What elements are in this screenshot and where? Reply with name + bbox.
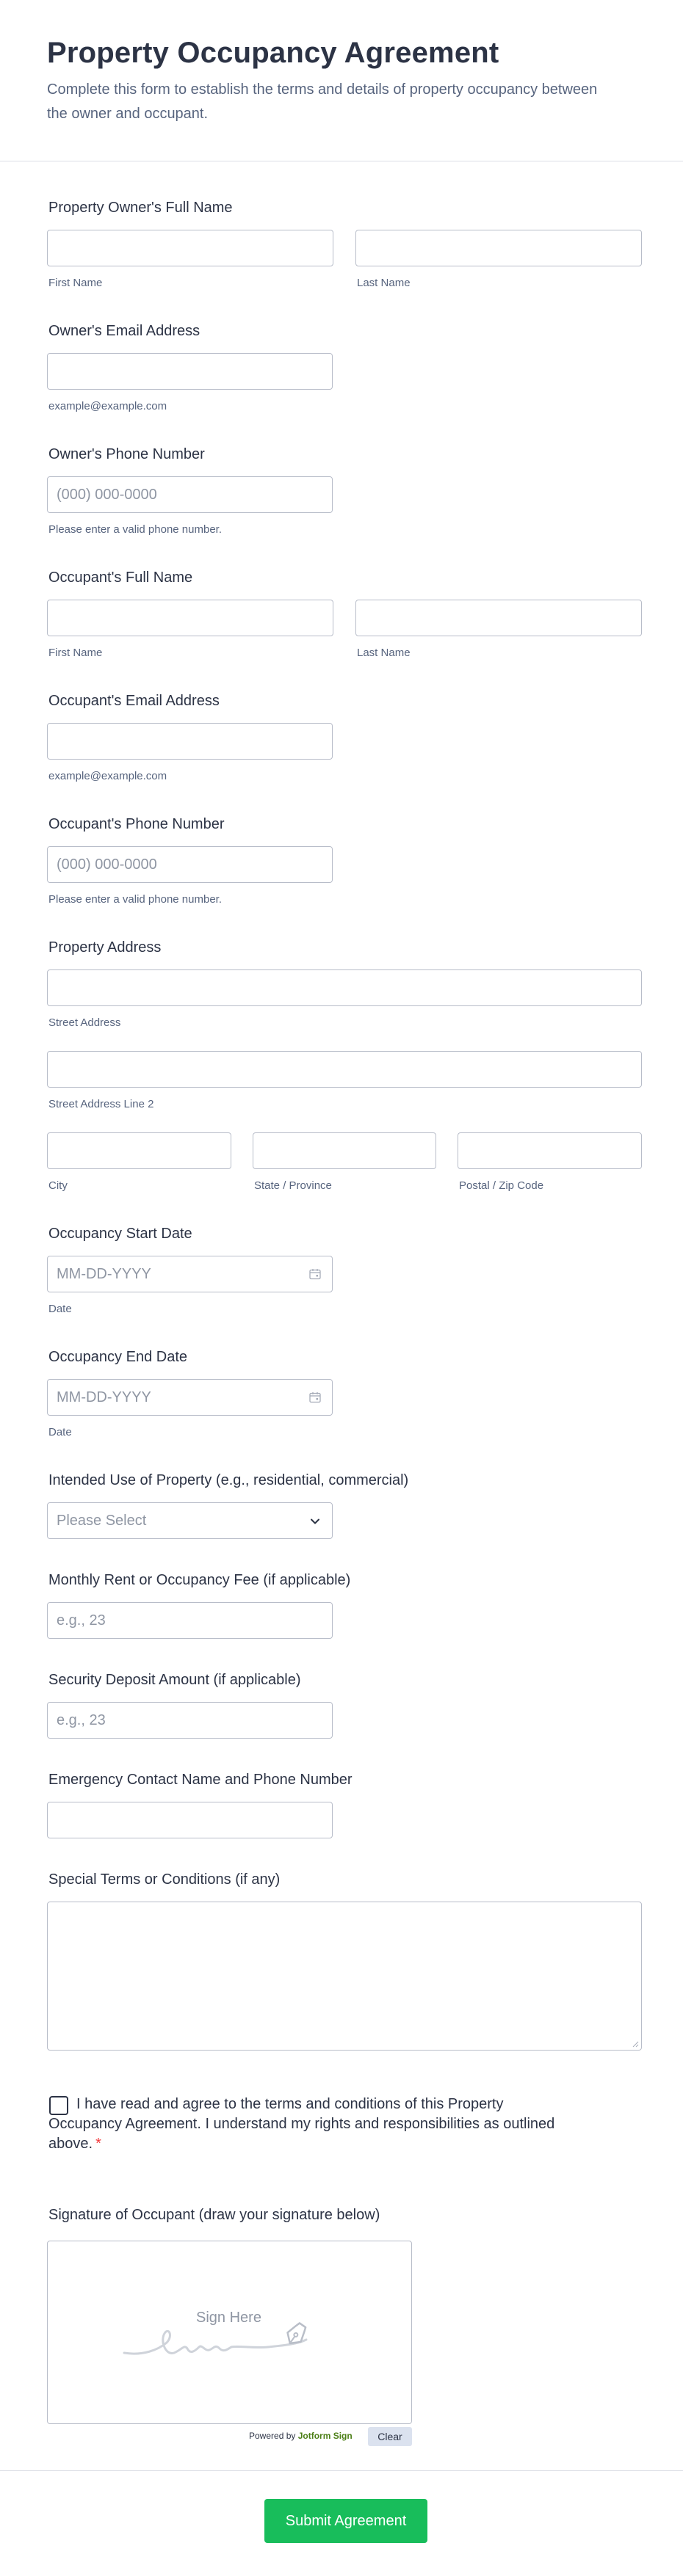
- special-terms-textarea[interactable]: [47, 1902, 642, 2051]
- street-address-line2-sublabel: Street Address Line 2: [48, 1098, 154, 1110]
- owner-email-input[interactable]: [47, 353, 333, 390]
- end-date-input[interactable]: [47, 1379, 333, 1416]
- signature-label: Signature of Occupant (draw your signature below): [48, 2207, 380, 2223]
- start-date-input[interactable]: [47, 1256, 333, 1292]
- calendar-icon[interactable]: [308, 1267, 322, 1281]
- zip-input[interactable]: [458, 1132, 642, 1169]
- powered-by: [249, 2431, 353, 2441]
- end-date-placeholder: MM-DD-YYYY: [57, 1389, 151, 1405]
- rent-label: Monthly Rent or Occupancy Fee (if applicable): [48, 1572, 351, 1588]
- street-address-sublabel: Street Address: [48, 1016, 121, 1029]
- clear-signature-button[interactable]: Clear: [368, 2427, 412, 2446]
- owner-first-name-input[interactable]: [47, 230, 333, 266]
- rent-placeholder: e.g., 23: [57, 1612, 106, 1629]
- form-subtitle: Complete this form to establish the terms and details of property occupancy between the owner and occupant.: [47, 81, 598, 122]
- emergency-contact-label: Emergency Contact Name and Phone Number: [48, 1772, 353, 1788]
- rent-input[interactable]: [47, 1602, 333, 1639]
- signature-placeholder: Sign Here: [196, 2310, 261, 2326]
- state-input[interactable]: [253, 1132, 436, 1169]
- occupant-email-label: Occupant's Email Address: [48, 693, 220, 709]
- owner-phone-label: Owner's Phone Number: [48, 446, 205, 462]
- start-date-label: Occupancy Start Date: [48, 1226, 192, 1242]
- form-header: [0, 0, 683, 161]
- chevron-down-icon: [308, 1515, 322, 1528]
- occupant-last-name-sublabel: Last Name: [357, 647, 411, 659]
- end-date-sublabel: Date: [48, 1426, 72, 1438]
- owner-first-name-sublabel: First Name: [48, 277, 103, 289]
- occupant-phone-sublabel: Please enter a valid phone number.: [48, 893, 222, 906]
- occupant-first-name-input[interactable]: [47, 600, 333, 636]
- footer-divider: [0, 2470, 683, 2471]
- emergency-contact-input[interactable]: [47, 1802, 333, 1838]
- occupant-email-input[interactable]: [47, 723, 333, 760]
- powered-brand[interactable]: Jotform Sign: [297, 2431, 353, 2441]
- state-sublabel: State / Province: [254, 1179, 332, 1192]
- occupant-last-name-input[interactable]: [355, 600, 642, 636]
- intended-use-selected: Please Select: [57, 1513, 147, 1529]
- agreement-label: [48, 2095, 563, 2154]
- occupant-email-sublabel: example@example.com: [48, 770, 167, 782]
- deposit-input[interactable]: [47, 1702, 333, 1739]
- special-terms-label: Special Terms or Conditions (if any): [48, 1871, 281, 1888]
- intended-use-select[interactable]: [47, 1502, 333, 1539]
- occupant-name-label: Occupant's Full Name: [48, 570, 193, 586]
- calendar-icon[interactable]: [308, 1391, 322, 1404]
- occupant-phone-label: Occupant's Phone Number: [48, 816, 225, 832]
- form-title: Property Occupancy Agreement: [47, 37, 499, 69]
- owner-last-name-sublabel: Last Name: [357, 277, 411, 289]
- owner-name-label: Property Owner's Full Name: [48, 200, 233, 216]
- start-date-sublabel: Date: [48, 1303, 72, 1315]
- agreement-text: I have read and agree to the terms and conditions of this Property Occupancy Agreement. I understand my rights and responsibilities as outlined above.: [48, 2096, 555, 2152]
- occupant-first-name-sublabel: First Name: [48, 647, 103, 659]
- street-address-input[interactable]: [47, 969, 642, 1006]
- deposit-placeholder: e.g., 23: [57, 1712, 106, 1728]
- owner-last-name-input[interactable]: [355, 230, 642, 266]
- intended-use-label: Intended Use of Property (e.g., residential, commercial): [48, 1472, 409, 1488]
- start-date-placeholder: MM-DD-YYYY: [57, 1266, 151, 1282]
- resize-handle-icon[interactable]: [632, 2040, 639, 2048]
- address-label: Property Address: [48, 939, 162, 956]
- city-input[interactable]: [47, 1132, 231, 1169]
- owner-email-label: Owner's Email Address: [48, 323, 200, 339]
- owner-phone-sublabel: Please enter a valid phone number.: [48, 523, 222, 536]
- signature-pad[interactable]: [47, 2241, 412, 2424]
- required-mark: *: [95, 2136, 101, 2152]
- owner-phone-input[interactable]: [47, 476, 333, 513]
- street-address-line2-input[interactable]: [47, 1051, 642, 1088]
- owner-email-sublabel: example@example.com: [48, 400, 167, 412]
- end-date-label: Occupancy End Date: [48, 1349, 187, 1365]
- occupant-phone-input[interactable]: [47, 846, 333, 883]
- deposit-label: Security Deposit Amount (if applicable): [48, 1672, 301, 1688]
- powered-prefix: Powered by: [249, 2431, 296, 2441]
- owner-phone-placeholder: (000) 000-0000: [57, 487, 157, 503]
- zip-sublabel: Postal / Zip Code: [459, 1179, 544, 1192]
- city-sublabel: City: [48, 1179, 68, 1192]
- occupant-phone-placeholder: (000) 000-0000: [57, 856, 157, 873]
- submit-button[interactable]: Submit Agreement: [264, 2499, 427, 2543]
